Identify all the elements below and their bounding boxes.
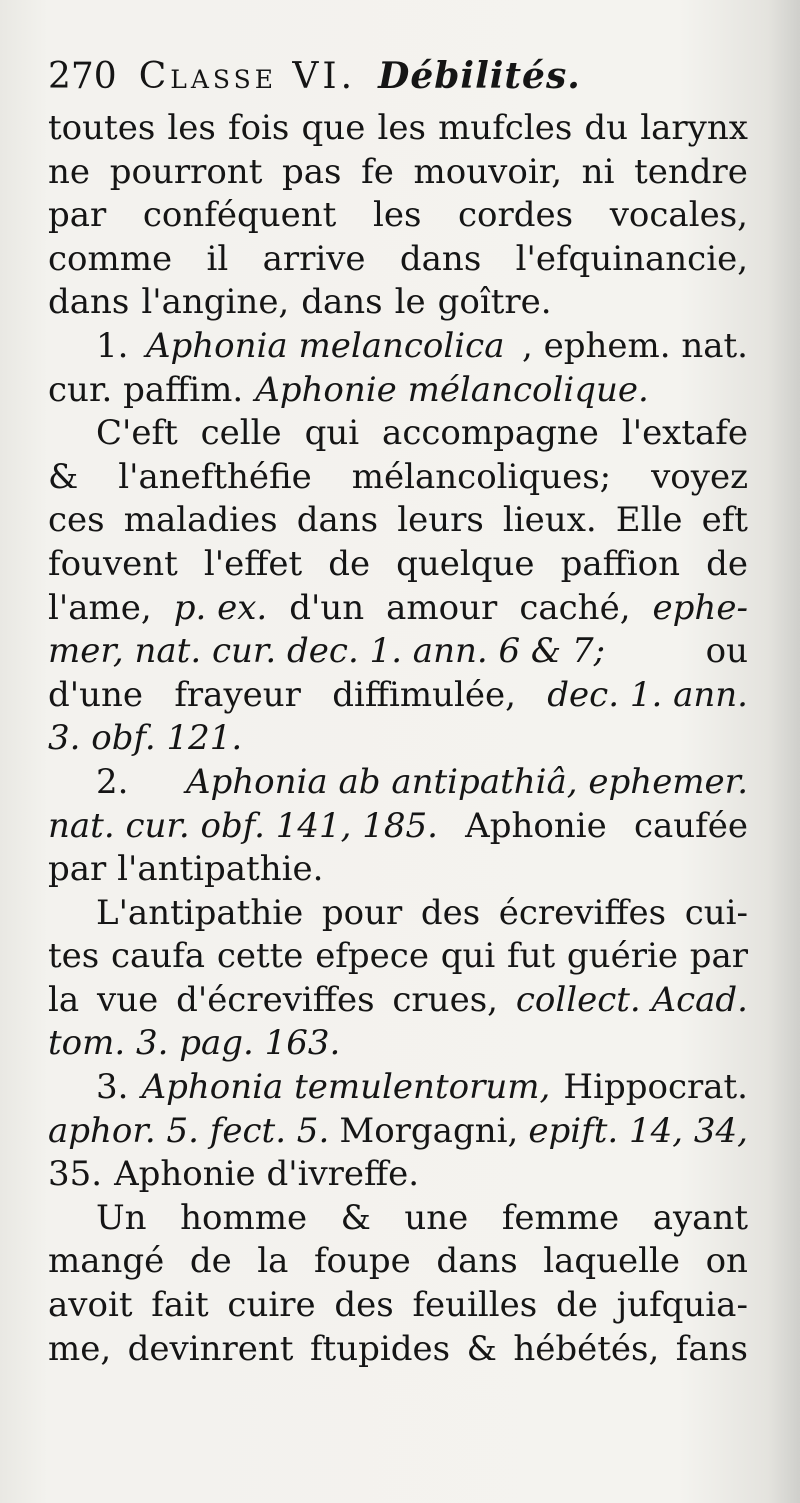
text-word: Aphonie	[465, 805, 607, 846]
text-word: caché,	[519, 587, 631, 628]
italic-text: Aphonia ab antipathiâ, ephemer.	[185, 761, 748, 802]
text-word: Morgagni,	[339, 1110, 519, 1151]
text-word: les	[372, 195, 422, 236]
text-word: d'écreviffes	[176, 979, 375, 1020]
text-word: dans	[296, 500, 379, 541]
italic-text: aphor. 5. fect. 5.	[48, 1110, 330, 1151]
text-word: me,	[48, 1328, 112, 1369]
text-word: cette	[216, 936, 304, 977]
text-line	[48, 499, 748, 543]
text-word: fait	[151, 1285, 209, 1326]
text-word: lieux.	[502, 500, 597, 541]
body-text	[48, 107, 748, 1371]
text-word: mélancoliques;	[351, 456, 612, 497]
text-word: caufée	[633, 805, 748, 846]
italic-text: tom. 3. pag. 163.	[48, 1023, 341, 1064]
text-word: Aphonie d'ivreffe.	[114, 1154, 420, 1195]
italic-text: ephe-	[652, 587, 748, 628]
text-word: celle	[200, 413, 282, 454]
text-word: leurs	[397, 500, 484, 541]
text-line	[48, 1284, 748, 1328]
text-word: cui-	[684, 892, 748, 933]
italic-text: Aphonia melancolica	[145, 325, 505, 366]
text-line	[48, 979, 748, 1023]
text-line	[48, 674, 748, 718]
text-word: &	[48, 456, 79, 497]
text-line	[48, 935, 748, 979]
text-line	[48, 1240, 748, 1284]
text-word: Hippocrat.	[563, 1067, 748, 1108]
text-word: jufquia-	[616, 1285, 748, 1326]
text-word: goître.	[437, 282, 552, 323]
text-word: pourront	[109, 151, 263, 192]
text-line	[48, 325, 748, 369]
italic-text: p. ex.	[173, 587, 268, 628]
text-word: cuire	[227, 1285, 316, 1326]
text-word: toutes	[48, 108, 156, 148]
text-word: vocales,	[609, 195, 748, 236]
text-word: voyez	[651, 456, 748, 497]
text-word: ou	[705, 631, 748, 672]
text-word: les	[167, 108, 216, 148]
text-word: &	[340, 1197, 371, 1238]
text-word: pour	[321, 892, 403, 933]
text-line	[48, 805, 748, 849]
text-word: de	[189, 1241, 232, 1282]
italic-text: Aphonie mélancolique.	[255, 369, 649, 410]
text-word: 2.	[96, 761, 129, 802]
text-word: arrive	[262, 238, 366, 279]
text-word: vue	[97, 979, 159, 1020]
text-word: par	[48, 195, 107, 236]
text-word: fouvent	[48, 543, 178, 584]
page-text	[48, 55, 748, 1371]
text-word: par l'antipathie.	[48, 849, 324, 890]
italic-text: Aphonia temulentorum,	[141, 1067, 551, 1108]
text-word: ni	[581, 151, 615, 192]
text-word: de	[706, 543, 748, 584]
text-word: fut	[507, 936, 556, 977]
text-word: mouvoir,	[413, 151, 563, 192]
text-word: ftupides	[309, 1328, 451, 1369]
text-word: l'anefthéfie	[118, 456, 312, 497]
text-word: cur. paffim.	[48, 369, 244, 410]
text-line	[48, 107, 748, 151]
text-word: 35.	[48, 1154, 103, 1195]
text-word: quelque	[396, 543, 535, 584]
text-word: fe	[361, 151, 394, 192]
text-word: feuilles	[412, 1285, 538, 1326]
text-word: guérie	[566, 936, 678, 977]
text-word: l'extafe	[621, 413, 748, 454]
text-line	[48, 194, 748, 238]
text-word: qui	[440, 936, 496, 977]
text-line	[48, 238, 748, 282]
text-word: 3.	[96, 1067, 129, 1108]
italic-text: collect. Acad.	[515, 979, 748, 1020]
text-word: dans	[48, 282, 130, 323]
text-line	[48, 543, 748, 587]
text-word: femme	[501, 1197, 620, 1238]
text-word: ayant	[652, 1197, 748, 1238]
text-word: comme	[48, 238, 173, 279]
running-header	[48, 55, 748, 107]
text-word: du	[584, 108, 629, 148]
text-word: qui	[304, 413, 360, 454]
italic-text: 3. obf. 121.	[48, 718, 243, 759]
text-line	[48, 1328, 748, 1372]
text-word: une	[404, 1197, 469, 1238]
text-word: homme	[180, 1197, 308, 1238]
text-word: la	[48, 979, 80, 1020]
text-word: L'antipathie	[96, 892, 304, 933]
text-word: ces	[48, 500, 105, 541]
text-word: Elle	[615, 500, 683, 541]
text-word: des	[334, 1285, 394, 1326]
text-word: écreviffes	[498, 892, 667, 933]
text-word: que	[301, 108, 366, 148]
text-word: des	[420, 892, 481, 933]
text-line	[48, 717, 748, 761]
text-word: 1.	[96, 325, 129, 366]
text-word: eft	[701, 500, 748, 541]
text-word: larynx	[640, 108, 748, 148]
italic-text: dec. 1. ann.	[547, 674, 748, 715]
text-line	[48, 281, 748, 325]
text-word: pas	[282, 151, 342, 192]
text-word: caufa	[110, 936, 206, 977]
text-word: dans	[301, 282, 383, 323]
text-word: laquelle	[543, 1241, 681, 1282]
text-line	[48, 848, 748, 892]
text-word: amour	[386, 587, 498, 628]
text-line	[48, 1066, 748, 1110]
text-word: l'ame,	[48, 587, 152, 628]
text-word: de	[555, 1285, 598, 1326]
text-line	[48, 1022, 748, 1066]
text-word: devinrent	[127, 1328, 294, 1369]
text-word: d'un	[289, 587, 365, 628]
text-word: Un	[96, 1197, 147, 1238]
text-word: frayeur	[174, 674, 301, 715]
text-word: l'angine,	[141, 282, 290, 323]
text-line	[48, 1153, 748, 1197]
text-word: hébétés,	[513, 1328, 660, 1369]
text-word: paffion	[560, 543, 681, 584]
text-word: tendre	[634, 151, 748, 192]
page-number: 270	[48, 56, 117, 97]
class-label: Classe VI.	[138, 56, 357, 97]
section-title: Débilités.	[378, 55, 581, 97]
text-word: d'une	[48, 674, 144, 715]
text-word: on	[705, 1241, 748, 1282]
text-word: il	[206, 238, 229, 279]
text-word: crues,	[392, 979, 498, 1020]
italic-text: epift. 14, 34,	[528, 1110, 748, 1151]
text-word: cordes	[458, 195, 574, 236]
text-line	[48, 151, 748, 195]
text-word: de	[328, 543, 371, 584]
text-word: par	[689, 936, 748, 977]
text-word: efpece	[315, 936, 429, 977]
text-word: fois	[228, 108, 290, 148]
text-word: dans	[399, 238, 482, 279]
text-line	[48, 456, 748, 500]
text-word: foupe	[313, 1241, 411, 1282]
text-word: les	[377, 108, 426, 148]
text-word: maladies	[123, 500, 278, 541]
text-line	[48, 630, 748, 674]
text-line	[48, 1110, 748, 1154]
text-word: avoit	[48, 1285, 133, 1326]
text-word: tes	[48, 936, 100, 977]
text-word: la	[257, 1241, 289, 1282]
italic-text: mer, nat. cur. dec. 1. ann. 6 & 7;	[48, 631, 606, 672]
text-word: accompagne	[382, 413, 599, 454]
text-word: mufcles	[438, 108, 573, 148]
text-line	[48, 369, 748, 413]
text-line	[48, 412, 748, 456]
text-word: diffimulée,	[332, 674, 516, 715]
text-word: dans	[436, 1241, 518, 1282]
text-word: l'effet	[203, 543, 303, 584]
text-word: conféquent	[142, 195, 337, 236]
text-word: , ephem. nat.	[521, 325, 748, 366]
text-line	[48, 761, 748, 805]
text-word: l'efquinancie,	[515, 238, 748, 279]
text-line	[48, 892, 748, 936]
text-line	[48, 1197, 748, 1241]
text-line	[48, 587, 748, 631]
text-word: mangé	[48, 1241, 165, 1282]
text-word: fans	[675, 1328, 748, 1369]
italic-text: nat. cur. obf. 141, 185.	[48, 805, 438, 846]
text-word: le	[394, 282, 426, 323]
text-word: ne	[48, 151, 91, 192]
text-word: &	[466, 1328, 497, 1369]
text-word: C'eft	[96, 413, 178, 454]
